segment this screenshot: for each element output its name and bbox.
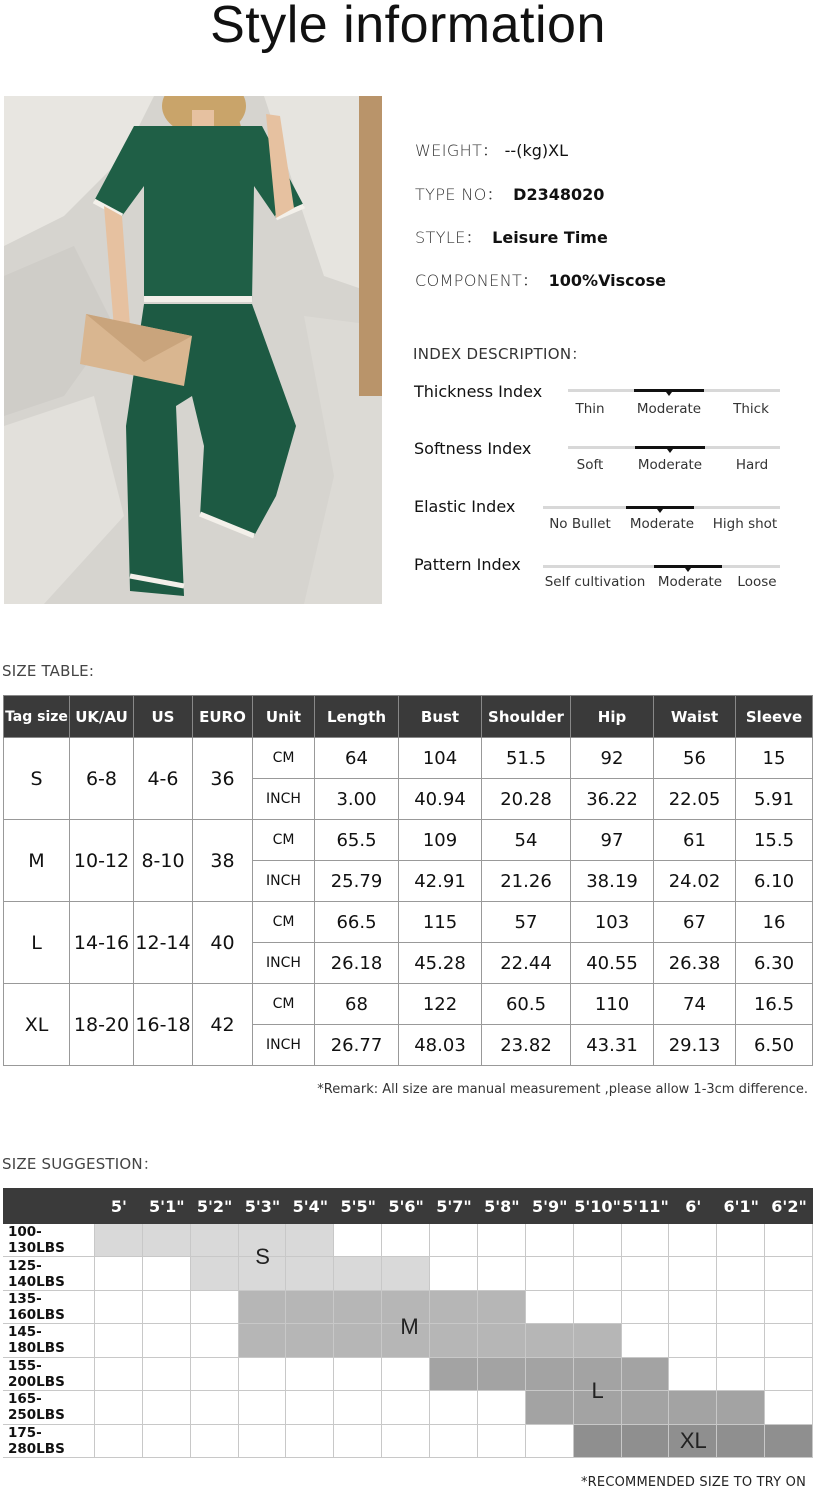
index-option: High shot: [712, 516, 778, 532]
height-header: 5': [110, 1196, 127, 1216]
grid-cell-empty: [382, 1358, 430, 1391]
grid-cell-empty: [478, 1257, 526, 1290]
zone-label-l: L: [591, 1378, 604, 1404]
index-option: No Bullet: [549, 516, 611, 532]
index-level-marker: [685, 568, 691, 572]
grid-cell-l: [622, 1358, 670, 1391]
grid-cell-empty: [143, 1391, 191, 1424]
height-header: 6': [685, 1196, 702, 1216]
grid-cell-m: [430, 1291, 478, 1324]
grid-cell-empty: [95, 1358, 143, 1391]
height-header: 5'4": [292, 1196, 329, 1216]
size-value-cell: 23.82: [482, 1025, 571, 1066]
grid-cell-xl: [622, 1425, 670, 1458]
grid-cell-m: [239, 1291, 287, 1324]
size-remark: *Remark: All size are manual measurement ,please allow 1-3cm difference.: [317, 1082, 808, 1097]
grid-cell-l: [622, 1391, 670, 1424]
size-table-header: Waist: [654, 696, 736, 738]
size-cell-uk: 6-8: [70, 738, 134, 820]
grid-cell-xl: [765, 1425, 813, 1458]
grid-cell-empty: [622, 1257, 670, 1290]
grid-cell-l: [430, 1358, 478, 1391]
zone-label-xl: XL: [679, 1428, 707, 1454]
component-value: 100%Viscose: [548, 271, 667, 290]
grid-cell-s: [191, 1224, 239, 1257]
style-key: STYLE：: [415, 228, 483, 247]
grid-cell-empty: [334, 1224, 382, 1257]
grid-cell-empty: [239, 1391, 287, 1424]
index-option: Moderate: [637, 457, 703, 473]
size-value-cell: 65.5: [315, 820, 399, 861]
grid-cell-empty: [717, 1358, 765, 1391]
grid-cell-empty: [95, 1324, 143, 1357]
size-table-header: Bust: [399, 696, 482, 738]
index-option: Thick: [733, 401, 769, 417]
grid-cell-empty: [669, 1224, 717, 1257]
index-option: Moderate: [636, 401, 702, 417]
size-value-cell: 56: [654, 738, 736, 779]
index-label: Pattern Index: [414, 555, 521, 574]
size-value-cell: 68: [315, 984, 399, 1025]
style-row: [415, 225, 608, 248]
grid-cell-empty: [430, 1224, 478, 1257]
type-no-row: [415, 182, 604, 205]
grid-cell-m: [286, 1324, 334, 1357]
size-value-cell: 26.18: [315, 943, 399, 984]
grid-cell-empty: [239, 1358, 287, 1391]
grid-cell-empty: [622, 1224, 670, 1257]
grid-cell-empty: [765, 1324, 813, 1357]
size-unit-cell: CM: [253, 902, 315, 943]
component-key: COMPONENT：: [415, 271, 539, 290]
grid-cell-empty: [478, 1224, 526, 1257]
grid-cell-empty: [622, 1324, 670, 1357]
grid-cell-empty: [191, 1358, 239, 1391]
grid-cell-empty: [382, 1425, 430, 1458]
size-table-label: SIZE TABLE:: [2, 662, 95, 680]
size-unit-cell: CM: [253, 738, 315, 779]
size-table-row: [4, 902, 813, 943]
size-value-cell: 74: [654, 984, 736, 1025]
grid-cell-empty: [574, 1224, 622, 1257]
size-value-cell: 26.38: [654, 943, 736, 984]
grid-cell-m: [478, 1291, 526, 1324]
product-photo: [4, 96, 382, 604]
grid-cell-s: [286, 1224, 334, 1257]
grid-cell-empty: [95, 1425, 143, 1458]
grid-cell-empty: [574, 1291, 622, 1324]
recommend-note: *RECOMMENDED SIZE TO TRY ON: [580, 1475, 806, 1490]
size-cell-us: 16-18: [134, 984, 193, 1066]
grid-cell-xl: [717, 1425, 765, 1458]
size-table-header: Sleeve: [736, 696, 813, 738]
grid-cell-empty: [382, 1391, 430, 1424]
height-header: 5'7": [436, 1196, 472, 1216]
size-value-cell: 20.28: [482, 779, 571, 820]
height-header: 5'1": [149, 1196, 185, 1216]
style-value: Leisure Time: [492, 228, 608, 247]
component-row: [415, 268, 666, 291]
size-value-cell: 54: [482, 820, 571, 861]
size-value-cell: 103: [571, 902, 654, 943]
grid-cell-empty: [286, 1391, 334, 1424]
index-option: Loose: [737, 574, 777, 590]
weight-label: 145-180LBS: [3, 1324, 95, 1357]
index-label: Elastic Index: [414, 497, 516, 516]
grid-cell-empty: [526, 1257, 574, 1290]
grid-cell-s: [191, 1257, 239, 1290]
weight-row: [415, 138, 568, 161]
size-table-row: [4, 984, 813, 1025]
grid-cell-s: [95, 1224, 143, 1257]
grid-cell-empty: [430, 1257, 478, 1290]
size-value-cell: 104: [399, 738, 482, 779]
weight-label: 155-200LBS: [3, 1358, 95, 1391]
grid-cell-empty: [95, 1291, 143, 1324]
size-value-cell: 45.28: [399, 943, 482, 984]
grid-cell-empty: [478, 1391, 526, 1424]
zone-label-m: M: [400, 1313, 419, 1339]
size-value-cell: 97: [571, 820, 654, 861]
index-option: Soft: [576, 457, 604, 473]
grid-cell-m: [478, 1324, 526, 1357]
size-table-header: Tag size: [4, 696, 70, 738]
index-level-marker: [666, 392, 672, 396]
index-option: Hard: [735, 457, 769, 473]
size-value-cell: 22.05: [654, 779, 736, 820]
size-cell-euro: 36: [193, 738, 253, 820]
height-header: 6'1": [723, 1196, 759, 1216]
grid-cell-empty: [191, 1291, 239, 1324]
weight-label: 135-160LBS: [3, 1291, 95, 1324]
grid-cell-s: [286, 1257, 334, 1290]
grid-cell-l: [669, 1391, 717, 1424]
size-value-cell: 115: [399, 902, 482, 943]
grid-cell-empty: [334, 1425, 382, 1458]
grid-cell-l: [526, 1358, 574, 1391]
grid-cell-empty: [765, 1257, 813, 1290]
grid-cell-empty: [717, 1257, 765, 1290]
size-value-cell: 64: [315, 738, 399, 779]
grid-cell-empty: [430, 1425, 478, 1458]
height-header: 5'9": [531, 1196, 568, 1216]
index-level-marker: [667, 449, 673, 453]
grid-cell-m: [526, 1324, 574, 1357]
height-header: 5'2": [196, 1196, 233, 1216]
size-value-cell: 48.03: [399, 1025, 482, 1066]
grid-cell-empty: [765, 1358, 813, 1391]
size-cell-tag: L: [4, 902, 70, 984]
grid-cell-empty: [717, 1324, 765, 1357]
height-header: 5'10": [574, 1196, 621, 1216]
grid-cell-m: [430, 1324, 478, 1357]
size-unit-cell: INCH: [253, 779, 315, 820]
size-value-cell: 15: [736, 738, 813, 779]
size-value-cell: 25.79: [315, 861, 399, 902]
grid-cell-empty: [526, 1224, 574, 1257]
size-suggestion-label: SIZE SUGGESTION：: [2, 1155, 159, 1173]
size-value-cell: 67: [654, 902, 736, 943]
grid-cell-s: [334, 1257, 382, 1290]
size-value-cell: 40.94: [399, 779, 482, 820]
grid-cell-empty: [95, 1391, 143, 1424]
size-table-header: EURO: [193, 696, 253, 738]
weight-value: --(kg)XL: [504, 141, 568, 160]
size-value-cell: 51.5: [482, 738, 571, 779]
grid-cell-empty: [765, 1224, 813, 1257]
grid-cell-empty: [191, 1324, 239, 1357]
size-value-cell: 24.02: [654, 861, 736, 902]
size-unit-cell: CM: [253, 984, 315, 1025]
grid-cell-empty: [478, 1425, 526, 1458]
grid-cell-empty: [574, 1257, 622, 1290]
size-value-cell: 110: [571, 984, 654, 1025]
grid-cell-empty: [622, 1291, 670, 1324]
size-table-header: Unit: [253, 696, 315, 738]
grid-cell-empty: [286, 1425, 334, 1458]
size-cell-tag: S: [4, 738, 70, 820]
size-cell-euro: 42: [193, 984, 253, 1066]
grid-cell-m: [574, 1324, 622, 1357]
height-header: 5'11": [622, 1196, 669, 1216]
size-unit-cell: CM: [253, 820, 315, 861]
index-label: Softness Index: [414, 439, 532, 458]
grid-cell-empty: [430, 1391, 478, 1424]
grid-cell-empty: [669, 1291, 717, 1324]
size-unit-cell: INCH: [253, 1025, 315, 1066]
size-table: [3, 695, 813, 1066]
grid-cell-empty: [717, 1224, 765, 1257]
size-cell-tag: M: [4, 820, 70, 902]
grid-cell-l: [526, 1391, 574, 1424]
size-value-cell: 26.77: [315, 1025, 399, 1066]
weight-label: 125-140LBS: [3, 1257, 95, 1290]
size-suggestion-grid: [3, 1188, 813, 1458]
size-cell-us: 12-14: [134, 902, 193, 984]
size-value-cell: 60.5: [482, 984, 571, 1025]
grid-cell-m: [334, 1324, 382, 1357]
size-table-header: UK/AU: [70, 696, 134, 738]
page-title: Style information: [210, 0, 606, 54]
height-header: 6'2": [771, 1196, 807, 1216]
grid-cell-empty: [526, 1425, 574, 1458]
size-value-cell: 40.55: [571, 943, 654, 984]
grid-cell-s: [143, 1224, 191, 1257]
size-value-cell: 36.22: [571, 779, 654, 820]
size-value-cell: 29.13: [654, 1025, 736, 1066]
grid-cell-empty: [669, 1358, 717, 1391]
size-unit-cell: INCH: [253, 943, 315, 984]
size-value-cell: 42.91: [399, 861, 482, 902]
type-no-key: TYPE NO：: [415, 185, 504, 204]
size-value-cell: 109: [399, 820, 482, 861]
grid-cell-xl: [574, 1425, 622, 1458]
weight-label: 165-250LBS: [3, 1391, 95, 1424]
size-value-cell: 6.50: [736, 1025, 813, 1066]
size-cell-euro: 40: [193, 902, 253, 984]
size-unit-cell: INCH: [253, 861, 315, 902]
height-header: 5'3": [244, 1196, 281, 1216]
size-value-cell: 22.44: [482, 943, 571, 984]
size-cell-uk: 18-20: [70, 984, 134, 1066]
size-value-cell: 61: [654, 820, 736, 861]
index-option: Moderate: [657, 574, 723, 590]
size-cell-uk: 10-12: [70, 820, 134, 902]
size-cell-tag: XL: [4, 984, 70, 1066]
grid-cell-empty: [765, 1391, 813, 1424]
grid-cell-l: [478, 1358, 526, 1391]
size-table-header: Hip: [571, 696, 654, 738]
size-value-cell: 21.26: [482, 861, 571, 902]
size-value-cell: 38.19: [571, 861, 654, 902]
size-table-header: US: [134, 696, 193, 738]
grid-cell-empty: [286, 1358, 334, 1391]
size-value-cell: 16: [736, 902, 813, 943]
index-label: Thickness Index: [414, 382, 543, 401]
grid-cell-empty: [143, 1291, 191, 1324]
weight-label: 100-130LBS: [3, 1224, 95, 1257]
size-cell-euro: 38: [193, 820, 253, 902]
size-cell-us: 8-10: [134, 820, 193, 902]
grid-cell-empty: [95, 1257, 143, 1290]
grid-cell-empty: [191, 1425, 239, 1458]
grid-cell-empty: [239, 1425, 287, 1458]
size-value-cell: 6.10: [736, 861, 813, 902]
size-cell-us: 4-6: [134, 738, 193, 820]
index-option: Moderate: [629, 516, 695, 532]
index-description-title: INDEX DESCRIPTION：: [413, 345, 587, 363]
grid-cell-empty: [143, 1358, 191, 1391]
size-value-cell: 57: [482, 902, 571, 943]
size-table-row: [4, 820, 813, 861]
size-value-cell: 43.31: [571, 1025, 654, 1066]
grid-cell-empty: [669, 1324, 717, 1357]
grid-cell-m: [239, 1324, 287, 1357]
grid-cell-empty: [717, 1291, 765, 1324]
size-value-cell: 16.5: [736, 984, 813, 1025]
grid-cell-empty: [143, 1324, 191, 1357]
grid-cell-empty: [191, 1391, 239, 1424]
grid-cell-empty: [143, 1257, 191, 1290]
index-option: Thin: [575, 401, 605, 417]
size-value-cell: 66.5: [315, 902, 399, 943]
height-header: 5'8": [484, 1196, 520, 1216]
zone-label-s: S: [255, 1244, 270, 1270]
grid-cell-l: [717, 1391, 765, 1424]
size-table-header: Shoulder: [482, 696, 571, 738]
size-value-cell: 92: [571, 738, 654, 779]
size-cell-uk: 14-16: [70, 902, 134, 984]
size-value-cell: 3.00: [315, 779, 399, 820]
size-value-cell: 5.91: [736, 779, 813, 820]
grid-cell-empty: [765, 1291, 813, 1324]
grid-cell-empty: [334, 1391, 382, 1424]
grid-cell-empty: [143, 1425, 191, 1458]
size-value-cell: 15.5: [736, 820, 813, 861]
height-header: 5'5": [340, 1196, 376, 1216]
size-value-cell: 6.30: [736, 943, 813, 984]
index-option: Self cultivation: [544, 574, 646, 590]
grid-cell-empty: [526, 1291, 574, 1324]
height-header: 5'6": [388, 1196, 424, 1216]
grid-cell-empty: [334, 1358, 382, 1391]
weight-label: 175-280LBS: [3, 1425, 95, 1458]
grid-cell-empty: [669, 1257, 717, 1290]
size-value-cell: 122: [399, 984, 482, 1025]
weight-key: WEIGHT：: [415, 141, 499, 160]
grid-cell-m: [334, 1291, 382, 1324]
grid-cell-s: [382, 1257, 430, 1290]
index-level-marker: [657, 509, 663, 513]
size-table-header: Length: [315, 696, 399, 738]
grid-cell-m: [286, 1291, 334, 1324]
size-table-row: [4, 738, 813, 779]
type-no-value: D2348020: [513, 185, 605, 204]
grid-cell-empty: [382, 1224, 430, 1257]
